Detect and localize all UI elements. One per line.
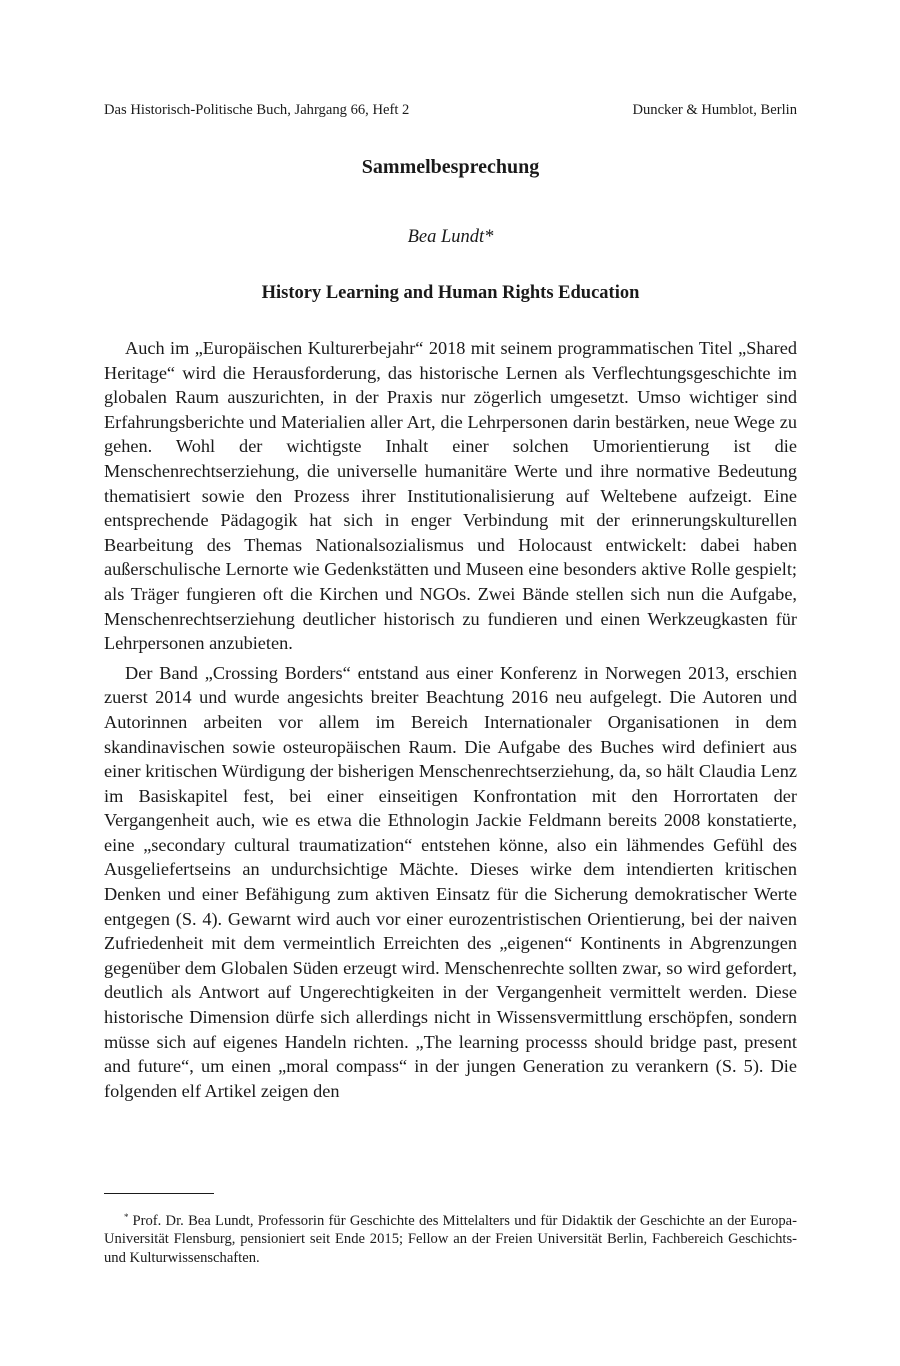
footnote-divider: [104, 1193, 214, 1194]
running-header: [104, 101, 797, 119]
footnote-text: Prof. Dr. Bea Lundt, Professorin für Geschichte des Mittelalters und für Didaktik der Geschichte an der Europa-Universität Flensburg, pensioniert seit Ende 2015; Fellow an der Freien Universität Berlin, Fachbereich Geschichts- und Kulturwissenschaften.: [104, 1213, 797, 1266]
document-page: [104, 0, 797, 1366]
footnote-marker: *: [124, 1212, 129, 1222]
publisher-name: Duncker & Humblot, Berlin: [632, 102, 797, 118]
author-name: Bea Lundt*: [407, 227, 494, 247]
journal-name: Das Historisch-Politische Buch, Jahrgang 66, Heft 2: [104, 102, 410, 118]
paragraph-2: Der Band „Crossing Borders“ entstand aus einer Konferenz in Norwegen 2013, erschien zuerst 2014 und wurde angesichts breiter Beachtung 2016 neu aufgelegt. Die Autoren und Autorinnen arbeiten vor allem im Bereich Internationaler Organisationen in dem skandinavischen sowie osteuropäischen Raum. Die Aufgabe des Buches wird definiert aus einer kritischen Würdigung der bisherigen Menschenrechtserziehung, da, so hält Claudia Lenz im Basiskapitel fest, bei einer einseitigen Konfrontation mit den Horrortaten der Vergangenheit auch, wie es etwa die Ethnologin Jackie Feldmann bereits 2008 konstatierte, eine „secondary cultural traumatization“ entstehen könne, also ein lähmendes Gefühl des Ausgeliefertseins an undurchsichtige Mächte. Dieses wirke dem intendierten kritischen Denken und einer Befähigung zum aktiven Einsatz für die Sicherung demokratischer Werte entgegen (S. 4). Gewarnt wird auch vor einer eurozentristischen Orientierung, bei der naiven Zufriedenheit mit dem vermeintlich Erreichten des „eigenen“ Kontinents in Abgrenzungen gegenüber dem Globalen Süden erzeugt wird. Menschenrechte sollten zwar, so wird gefordert, deutlich als Antwort auf Ungerechtigkeiten in der Vergangenheit vermittelt werden. Diese historische Dimension dürfe sich allerdings nicht in Wissensvermittlung erschöpfen, sondern müsse sich auf eigenes Handeln richten. „The learning processs should bridge past, present and future“, um einen „moral compass“ in der jungen Generation zu verankern (S. 5). Die folgenden elf Artikel zeigen den: [104, 662, 797, 1101]
footnote: [104, 1208, 797, 1267]
section-title: Sammelbesprechung: [361, 156, 540, 178]
body-text: [104, 336, 797, 1108]
article-title: History Learning and Human Rights Education: [261, 283, 640, 303]
paragraph-1: Auch im „Europäischen Kulturerbejahr“ 2018 mit seinem programmatischen Titel „Shared Heritage“ wird die Herausforderung, das historische Lernen als Verflechtungsgeschichte im globalen Raum auszurichten, in der Praxis nur zögerlich umgesetzt. Umso wichtiger sind Erfahrungsberichte und Materialien aller Art, die Lehrpersonen darin bestärken, neue Wege zu gehen. Wohl der wichtigste Inhalt einer solchen Umorientierung ist die Menschenrechtserziehung, die universelle humanitäre Werte und ihre normative Bedeutung thematisiert sowie den Prozess ihrer Institutionalisierung auf Weltebene aufzeigt. Eine entsprechende Pädagogik hat sich in enger Verbindung mit der erinnerungskulturellen Bearbeitung des Themas Nationalsozialismus und Holocaust entwickelt: dabei haben außerschulische Lernorte wie Gedenkstätten und Museen eine besonders aktive Rolle gespielt; als Träger fungieren oft die Kirchen und NGOs. Zwei Bände stellen sich nun die Aufgabe, Menschenrechtserziehung deutlicher historisch zu fundieren und einen Werkzeugkasten für Lehrpersonen anzubieten.: [104, 338, 797, 654]
